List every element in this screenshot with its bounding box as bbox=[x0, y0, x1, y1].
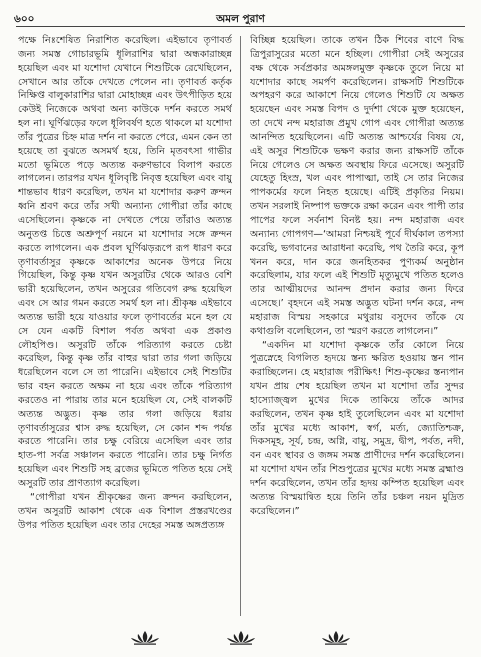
page-number: ৬০০ bbox=[14, 13, 35, 25]
paragraph: “গোপীরা যখন শ্রীকৃষ্ণের জন্য ক্রন্দন করছিলেন, তখন অসুরটি আকাশ থেকে এক বিশাল প্রস্তরখণ্ডের উপর পতিত হয়েছিল এবং তার দেহের সমস্ত অঙ্গপ্রত্যঙ্গ bbox=[18, 491, 232, 531]
paragraph: বিচ্ছিন্ন হয়েছিল। তাকে তখন ঠিক শিবের বাণে বিদ্ধ ত্রিপুরাসুরের মতো মনে হচ্ছিল। গোপীরা সেই অসুরের বক্ষ থেকে সর্বপ্রকার অমঙ্গলমুক্ত কৃষ্ণকে তুলে নিয়ে মা যশোদার কাছে সমর্পণ করেছিলেন। রাক্ষসটি শিশুটিকে অপহরণ করে আকাশে নিয়ে গেলেও শিশুটি যে অক্ষত হয়েছেন এবং সমস্ত বিপদ ও দুর্দশা থেকে মুক্ত হয়েছেন, তা দেখে নন্দ মহারাজ প্রমুখ গোপ এবং গোপীরা অত্যন্ত আনন্দিত হয়েছিলেন। এটি অত্যন্ত আশ্চর্যের বিষয় যে, এই অসুর শিশুটিকে ভক্ষণ করার জন্য রাক্ষসটি তাঁকে নিয়ে গেলেও সে অক্ষত অবস্থায় ফিরে এসেছে। অসুরটি যেহেতু হিংস্র, খল এবং পাপাত্মা, তাই সে তার নিজের পাপকর্মের ফলে নিহত হয়েছে। এটিই প্রকৃতির নিয়ম। তখন সরলাই নিষ্পাপ ভক্তকে রক্ষা করেন এবং পাপী তার পাপের ফলে সর্বনাশ বিনষ্ট হয়। নন্দ মহারাজ এবং অন্যান্য গোপগণ—‘আমরা নিশ্চয়ই পূর্বে দীর্ঘকাল তপস্যা করেছি, ভগবানের আরাধনা করেছি, পথ তৈরি করে, কূপ খনন করে, দান করে জনহিতকর পুণ্যকর্ম অনুষ্ঠান করেছিলাম, যার ফলে এই শিশুটি মৃত্যুমুখে পতিত হলেও তার আত্মীয়দের আনন্দ প্রদান করার জন্য ফিরে এসেছে।’ বৃহদনে এই সমস্ত অদ্ভুত ঘটনা দর্শন করে, নন্দ মহারাজ বিস্ময় সহকারে মথুরায় বসুদেব তাঁকে যে কথাগুলি বলেছিলেন, তা স্মরণ করতে লাগলেন।” bbox=[250, 35, 464, 337]
paragraph: “একদিন মা যশোদা কৃষ্ণকে তাঁর কোলে নিয়ে পুত্রস্নেহে বিগলিত হৃদয়ে স্তন্য ক্ষরিত হওয়ায় স্তন পান করাচ্ছিলেন। হে মহারাজ পরীক্ষিৎ! শিশু-কৃষ্ণের স্তন্যপান যখন প্রায় শেষ হয়েছিল তখন মা যশোদা তাঁর সুন্দর হাস্যোজ্জ্বল মুখের দিকে তাকিয়ে তাঁকে আদর করছিলেন, তখন কৃষ্ণ হাই তুলেছিলেন এবং মা যশোদা তাঁর মুখের মধ্যে আকাশ, স্বর্গ, মর্ত্য, জ্যোতিশ্চক্র, দিকসমূহ, সূর্য, চন্দ্র, অগ্নি, বায়ু, সমুদ্র, দ্বীপ, পর্বত, নদী, বন এবং স্থাবর ও জঙ্গম সমস্ত প্রাণীদের দর্শন করেছিলেন। মা যশোদা যখন তাঁর শিশুপুত্রের মুখের মধ্যে সমস্ত ব্রহ্মাণ্ড দর্শন করেছিলেন, তখন তাঁর হৃদয় কম্পিত হয়েছিল এবং অত্যন্ত বিস্ময়ান্বিত হয়ে তিনি তাঁর চঞ্চল নয়ন মুদ্রিত করেছিলেন।” bbox=[250, 339, 464, 517]
page-header bbox=[14, 6, 467, 28]
left-column bbox=[18, 34, 232, 622]
lotus-ornament-icon bbox=[224, 629, 258, 645]
right-column bbox=[250, 34, 464, 622]
text-columns bbox=[18, 34, 467, 622]
running-title: অমল পুরাণ bbox=[216, 13, 265, 25]
header-rule bbox=[16, 26, 465, 27]
column-divider bbox=[240, 36, 241, 616]
lotus-ornament-icon bbox=[319, 629, 353, 645]
footer-ornaments bbox=[0, 626, 481, 652]
lotus-ornament-icon bbox=[128, 629, 162, 645]
paragraph: পক্ষে নিঃশেষিত নিরাশিত করেছিল। এইভাবে তৃণাবর্ত জন্য সমস্ত গোচারভূমি ধূলিরাশির দ্বারা অন্ধকারাচ্ছন্ন হয়েছিল এবং মা যশোদা যেখানে শিশুটিকে রেখেছিলেন, সেখানে আর তাঁকে দেখতে পেলেন না। তৃণাবর্ত কর্তৃক নিক্ষিপ্ত বালুকারাশির দ্বারা মোহাচ্ছন্ন এবং উৎপীড়িত হয়ে কেউই নিজেকে অথবা অন্য কাউকে দর্শন করতে সমর্থ হল না। ঘূর্ণিঝড়ের ফলে ধূলিবর্ষণ হতে থাকলে মা যশোদা তাঁর পুত্রের চিহ্ন মাত্র দর্শন না করতে পেরে, এমন কেন তা হয়েছে তা বুঝতে অসমর্থ হয়ে, তিনি মৃতবৎসা গাভীর মতো ভূমিতে পড়ে অত্যন্ত করুণভাবে বিলাপ করতে লাগলেন। তারপর যখন ধূলিবৃষ্টি নিবৃত্ত হয়েছিল এবং বায়ু শান্তভাব ধারণ করেছিল, তখন মা যশোদার করুণ ক্রন্দন ধ্বনি শ্রবণ করে তাঁর সখী অন্যান্য গোপীরা তাঁর কাছে এসেছিলেন। কৃষ্ণকে না দেখতে পেয়ে তাঁরাও অত্যন্ত অনুতপ্ত চিত্তে অশ্রুপূর্ণ নয়নে মা যশোদার সঙ্গে ক্রন্দন করতে লাগলেন। এক প্রবল ঘূর্ণিঝড়রূপে রূপ ধারণ করে তৃণাবর্তাসুর কৃষ্ণকে আকাশের অনেক উপরে নিয়ে গিয়েছিল, কিন্তু কৃষ্ণ যখন অসুরটির থেকে আরও বেশি ভারী হয়েছিলেন, তখন অসুরের গতিবেগ রুদ্ধ হয়েছিল এবং সে আর গমন করতে সমর্থ হল না। শ্রীকৃষ্ণ এইভাবে অত্যন্ত ভারী হয়ে যাওয়ার ফলে তৃণাবর্তের মনে হল যে সে যেন একটি বিশাল পর্বত অথবা এক প্রকাণ্ড লৌহপিণ্ড। অসুরটি তাঁকে পরিত্যাগ করতে চেষ্টা করেছিল, কিন্তু কৃষ্ণ তাঁর বাহুর দ্বারা তার গলা জড়িয়ে ধরেছিলেন বলে সে তা পারেনি। এইভাবে সেই শিশুটির ভার বহন করতে অক্ষম না হয়ে এবং তাঁকে পরিত্যাগ করতেও না পারায় তার মনে হয়েছিল যে, সেই বালকটি অত্যন্ত অদ্ভুত। কৃষ্ণ তার গলা জড়িয়ে ধরায় তৃণাবর্তাসুরের শ্বাস রুদ্ধ হয়েছিল, সে কোন শব্দ পর্যন্ত করতে পারেনি। তার চক্ষু বেরিয়ে এসেছিল এবং তার হাত-পা সর্বত্র সঞ্চালন করতে পারেনি। তার চক্ষু নির্গত হয়েছিল এবং শিশুটি সহ ব্রজের ভূমিতে পতিত হয়ে সেই অসুরটি তার প্রাণত্যাগ করেছিল। bbox=[18, 35, 232, 489]
